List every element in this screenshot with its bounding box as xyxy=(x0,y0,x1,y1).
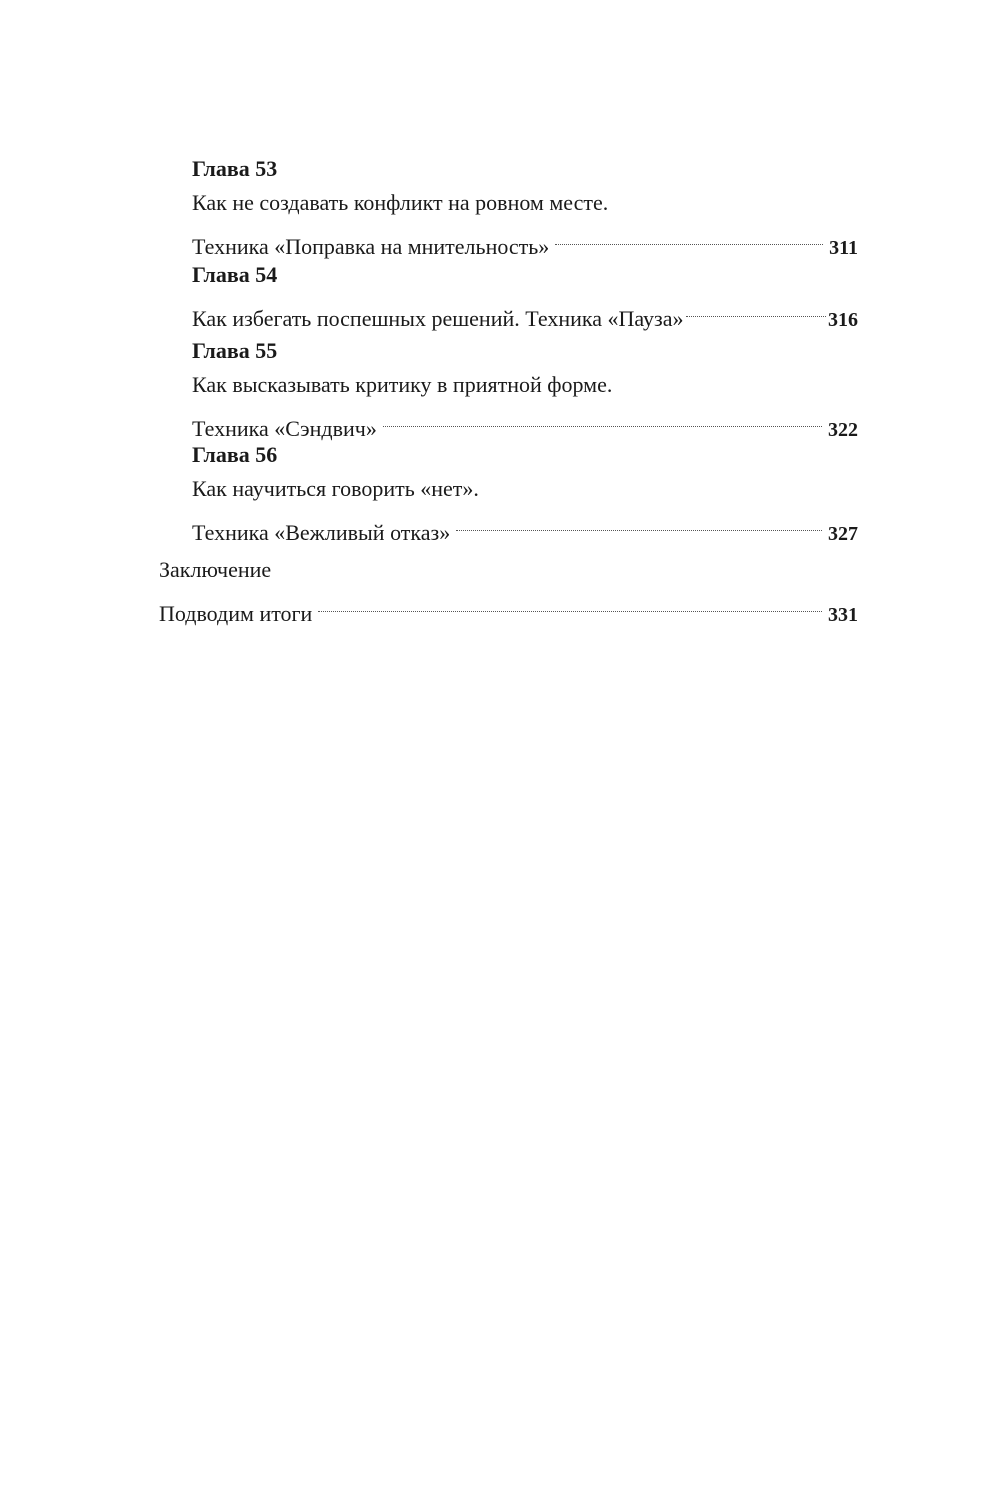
toc-entry-chapter-54[interactable] xyxy=(192,258,858,331)
chapter-title-line: Техника «Сэндвич» xyxy=(192,416,377,441)
chapter-title-line: Техника «Поправка на мнительность» xyxy=(192,234,550,259)
toc-entry-chapter-55[interactable] xyxy=(192,334,858,441)
conclusion-title-line: Подводим итоги xyxy=(159,601,313,626)
toc-entry-conclusion[interactable] xyxy=(159,553,858,626)
toc-entry-chapter-56[interactable] xyxy=(192,438,858,545)
page-number: 316 xyxy=(828,309,858,331)
chapter-heading: Глава 53 xyxy=(192,156,278,181)
dot-leader xyxy=(318,587,822,621)
chapter-title-line: Как не создавать конфликт на ровном месте. xyxy=(192,190,609,215)
chapter-heading: Глава 55 xyxy=(192,338,278,363)
chapter-heading: Глава 54 xyxy=(192,262,278,287)
chapter-title-line: Техника «Вежливый отказ» xyxy=(192,520,451,545)
chapter-title-line: Как избегать поспешных решений. Техника «Пауза» xyxy=(192,306,684,331)
dot-leader xyxy=(383,402,822,436)
page-number: 322 xyxy=(828,419,858,441)
toc-entry-chapter-53[interactable] xyxy=(192,152,858,259)
chapter-heading: Глава 56 xyxy=(192,442,278,467)
dot-leader xyxy=(456,506,822,540)
dot-leader xyxy=(555,220,823,254)
page-number: 327 xyxy=(828,523,858,545)
dot-leader xyxy=(686,292,826,326)
page-number: 331 xyxy=(828,604,858,626)
page-number: 311 xyxy=(829,237,858,259)
chapter-title-line: Как научиться говорить «нет». xyxy=(192,476,479,501)
chapter-title-line: Как высказывать критику в приятной форме. xyxy=(192,372,613,397)
conclusion-heading: Заключение xyxy=(159,557,272,582)
